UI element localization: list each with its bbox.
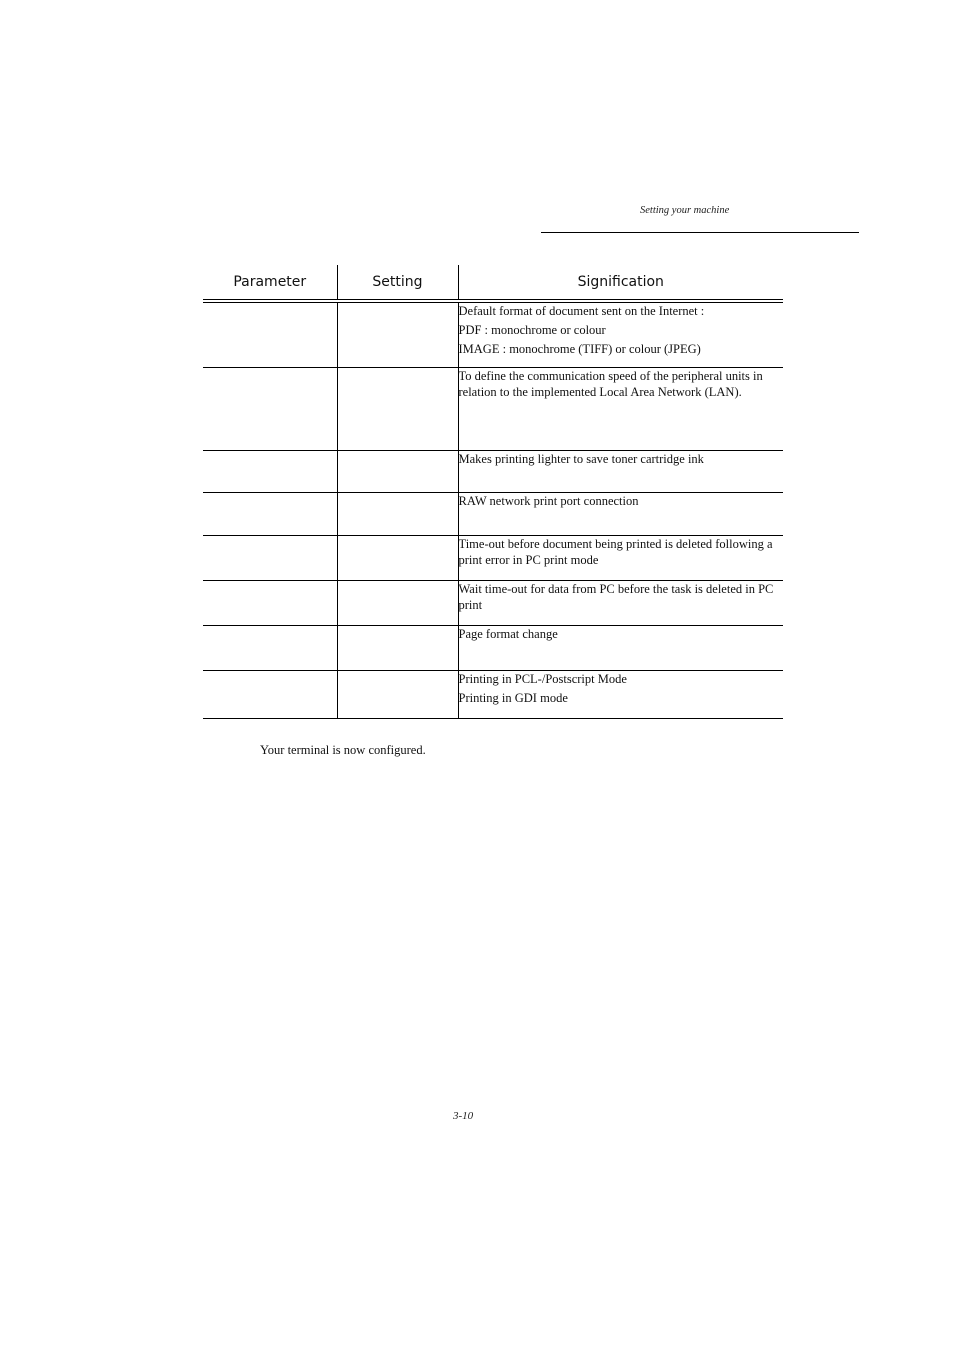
- parameter-cell: [203, 492, 337, 535]
- signification-line: To define the communication speed of the peripheral units in relation to the implemented Local Area Network (LAN).: [458, 368, 763, 399]
- signification-line: Time-out before document being printed is deleted following a print error in PC print mode: [458, 536, 773, 567]
- table-header-row: [203, 265, 783, 301]
- setting-cell: [337, 301, 458, 367]
- parameter-cell: [203, 450, 337, 492]
- setting-cell: [337, 492, 458, 535]
- closing-text: Your terminal is now configured.: [260, 743, 426, 757]
- signification-line: RAW network print port connection: [458, 493, 639, 508]
- signification-line: Page format change: [458, 626, 558, 641]
- table-row: [203, 625, 783, 670]
- parameter-cell: [203, 625, 337, 670]
- signification-line: PDF : monochrome or colour: [458, 323, 606, 337]
- setting-cell: [337, 670, 458, 718]
- signification-cell: [458, 535, 783, 580]
- signification-cell: [458, 450, 783, 492]
- table-row: [203, 670, 783, 718]
- column-header-parameter: Parameter: [233, 274, 307, 290]
- header-rule: [541, 232, 859, 233]
- signification-cell: [458, 670, 783, 718]
- signification-line: Default format of document sent on the Internet :: [458, 304, 705, 318]
- signification-line: Makes printing lighter to save toner cartridge ink: [458, 451, 704, 466]
- signification-cell: [458, 301, 783, 367]
- signification-line: IMAGE : monochrome (TIFF) or colour (JPEG): [458, 342, 701, 356]
- parameters-table: [203, 265, 783, 719]
- parameter-cell: [203, 301, 337, 367]
- table-row: [203, 535, 783, 580]
- setting-cell: [337, 625, 458, 670]
- signification-cell: [458, 492, 783, 535]
- signification-cell: [458, 625, 783, 670]
- table-row: [203, 367, 783, 450]
- parameter-cell: [203, 580, 337, 625]
- table-row: [203, 301, 783, 367]
- parameter-cell: [203, 367, 337, 450]
- parameter-cell: [203, 535, 337, 580]
- signification-cell: [458, 580, 783, 625]
- signification-cell: [458, 367, 783, 450]
- table-row: [203, 580, 783, 625]
- setting-cell: [337, 535, 458, 580]
- signification-line: Printing in GDI mode: [458, 690, 568, 705]
- signification-line: Printing in PCL-/Postscript Mode: [458, 671, 627, 686]
- page-number: 3-10: [453, 1110, 474, 1122]
- column-header-signification: Signification: [458, 265, 783, 301]
- running-header: Setting your machine: [640, 205, 730, 216]
- setting-cell: [337, 450, 458, 492]
- table-row: [203, 492, 783, 535]
- setting-cell: [337, 367, 458, 450]
- setting-cell: [337, 580, 458, 625]
- column-header-setting: Setting: [337, 265, 458, 301]
- table-row: [203, 450, 783, 492]
- parameter-cell: [203, 670, 337, 718]
- signification-line: Wait time-out for data from PC before the task is deleted in PC print: [458, 581, 774, 612]
